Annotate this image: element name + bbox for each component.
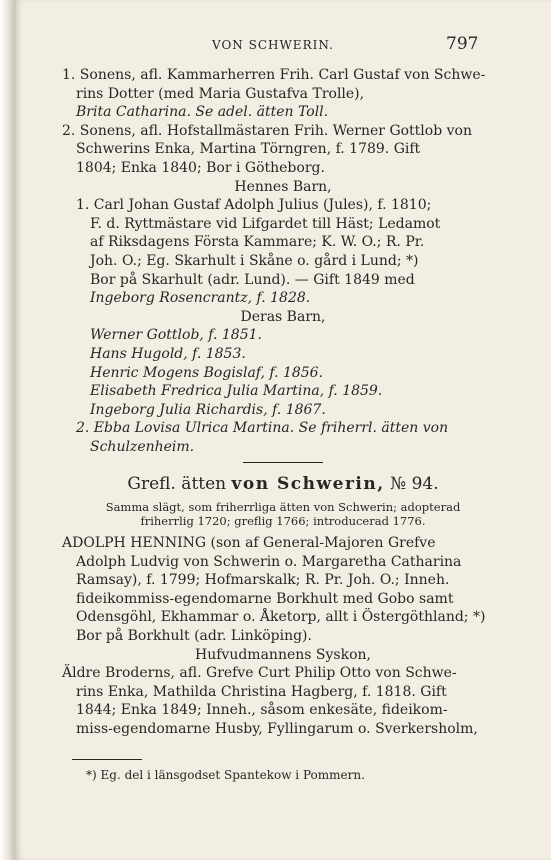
text-line: af Riksdagens Första Kammare; K. W. O.; R. Pr. bbox=[90, 234, 425, 251]
text-line: Hans Hugold, f. 1853. bbox=[90, 345, 246, 362]
text-line: Elisabeth Fredrica Julia Martina, f. 1859. bbox=[90, 383, 383, 400]
text-line: Bor på Borkhult (adr. Linköping). bbox=[76, 628, 312, 645]
text-line: 2. Sonens, afl. Hofstallmästaren Frih. Werner Gottlob von bbox=[62, 122, 472, 139]
text-line: miss-egendomarne Husby, Fyllingarum o. Sverkersholm, bbox=[76, 721, 478, 737]
text-line: Schulzenheim. bbox=[90, 438, 195, 455]
text-line: Schwerins Enka, Martina Törngren, f. 1789. Gift bbox=[76, 141, 421, 158]
text-line: Äldre Broderns, afl. Grefve Curt Philip Otto von Schwe- bbox=[62, 665, 457, 682]
text-line: F. d. Ryttmästare vid Lifgardet till Häst; Ledamot bbox=[90, 215, 441, 232]
text-line: Henric Mogens Bogislaf, f. 1856. bbox=[90, 364, 324, 381]
section-description-line: friherrlig 1720; greflig 1766; introducerad 1776. bbox=[140, 514, 426, 529]
page-number: 797 bbox=[446, 34, 479, 54]
section-divider bbox=[243, 462, 323, 463]
text-line: Ingeborg Julia Richardis, f. 1867. bbox=[90, 401, 326, 418]
text-line: Ingeborg Rosencrantz, f. 1828. bbox=[90, 290, 311, 307]
page-body bbox=[62, 66, 504, 784]
text-line: Deras Barn, bbox=[240, 308, 326, 325]
entry-top-section bbox=[62, 66, 504, 456]
text-line: Bor på Skarhult (adr. Lund). — Gift 1849 med bbox=[90, 271, 415, 288]
text-line: Ramsay), f. 1799; Hofmarskalk; R. Pr. Joh. O.; Inneh. bbox=[76, 572, 450, 589]
footnote-rule bbox=[72, 759, 142, 760]
footnote: *) Eg. del i länsgodset Spantekow i Pommern. bbox=[86, 767, 365, 782]
text-line: ADOLPH HENNING (son af General-Majoren Grefve bbox=[62, 535, 436, 552]
text-line: rins Enka, Mathilda Christina Hagberg, f. 1818. Gift bbox=[76, 683, 447, 700]
text-line: 1. Sonens, afl. Kammarherren Frih. Carl Gustaf von Schwe- bbox=[62, 67, 486, 83]
page-header bbox=[14, 34, 551, 56]
section-description bbox=[62, 500, 504, 528]
section-title-number: № 94. bbox=[390, 474, 439, 495]
text-line: Hennes Barn, bbox=[234, 178, 332, 195]
section-title bbox=[62, 475, 504, 494]
text-line: fideikommiss-egendomarne Borkhult med Gobo samt bbox=[76, 590, 454, 607]
book-page bbox=[14, 0, 551, 860]
section-description-line: Samma slägt, som friherrliga ätten von Schwerin; adopterad bbox=[105, 500, 461, 515]
text-line: 1844; Enka 1849; Inneh., såsom enkesäte, fideikom- bbox=[76, 702, 448, 719]
text-line: rins Dotter (med Maria Gustafva Trolle), bbox=[76, 85, 365, 102]
text-line: Brita Catharina. Se adel. ätten Toll. bbox=[76, 104, 329, 121]
text-line: Adolph Ludvig von Schwerin o. Margaretha Catharina bbox=[76, 553, 462, 570]
text-line: Odensgöhl, Ekhammar o. Åketorp, allt i Östergöthland; *) bbox=[76, 609, 486, 626]
text-line: Joh. O.; Eg. Skarhult i Skåne o. gård i Lund; *) bbox=[90, 252, 419, 269]
section-title-prefix: Grefl. ätten bbox=[127, 474, 227, 495]
text-line: 1804; Enka 1840; Bor i Götheborg. bbox=[76, 159, 325, 176]
book-binding-edge bbox=[0, 0, 14, 860]
text-line: 2. Ebba Lovisa Ulrica Martina. Se friherrl. ätten von bbox=[76, 420, 449, 437]
text-line: Hufvudmannens Syskon, bbox=[195, 646, 371, 663]
text-line: Werner Gottlob, f. 1851. bbox=[90, 327, 262, 344]
entry-bottom-section bbox=[62, 534, 504, 739]
running-head: VON SCHWERIN. bbox=[212, 38, 334, 52]
text-line: 1. Carl Johan Gustaf Adolph Julius (Jules), f. 1810; bbox=[76, 197, 432, 214]
section-title-family: von Schwerin, bbox=[231, 474, 385, 495]
